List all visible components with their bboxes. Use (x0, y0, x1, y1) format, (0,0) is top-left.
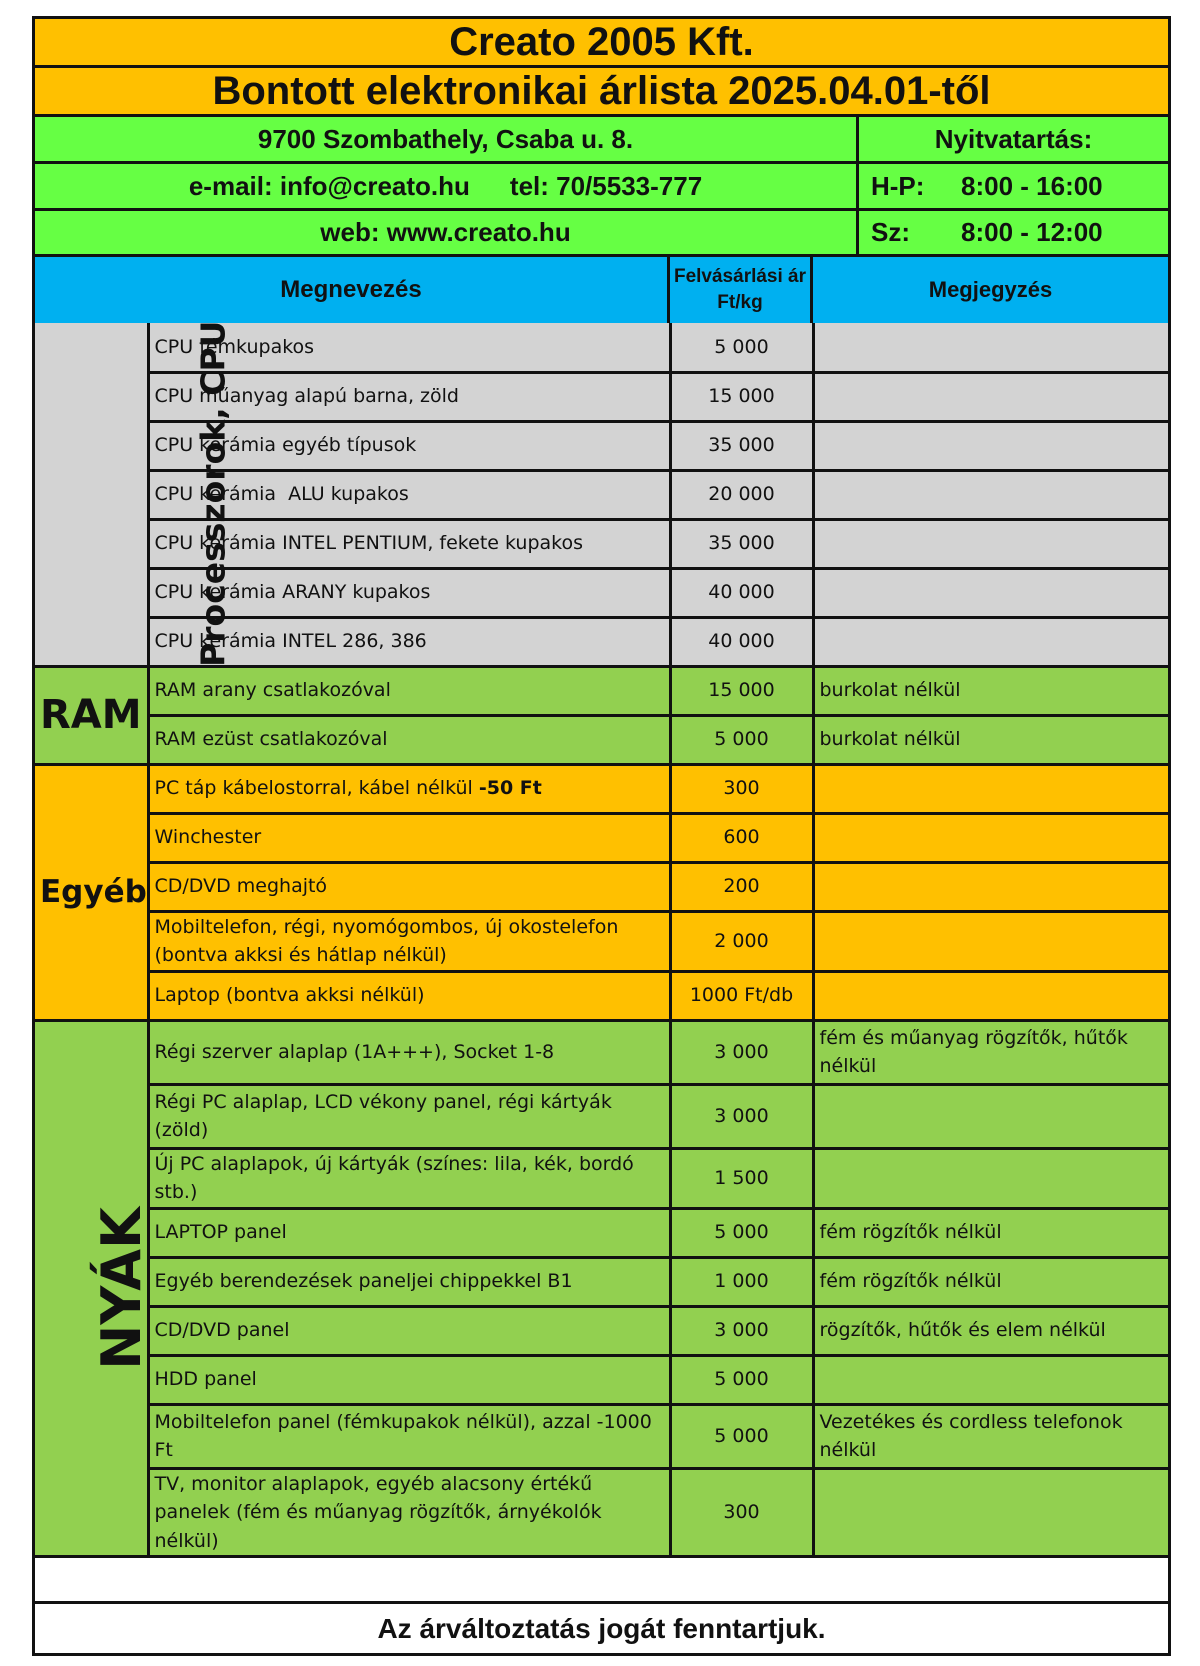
hours-day-label: Sz: (871, 217, 910, 247)
table-row (35, 1257, 1168, 1306)
info-row-web (35, 211, 1168, 257)
item-price: 5 000 (670, 1355, 813, 1404)
category-nyak (35, 1020, 153, 1557)
item-name: HDD panel (148, 1355, 670, 1404)
item-price: 40 000 (670, 617, 813, 666)
table-row (35, 666, 1168, 715)
price-table (35, 320, 1168, 1558)
item-name: CPU kerámia ARANY kupakos (148, 568, 670, 617)
item-name: CPU kerámia ALU kupakos (148, 470, 670, 519)
price-list-sheet (32, 16, 1171, 1656)
email-text: e-mail: info@creato.hu (188, 170, 470, 201)
document-title (35, 68, 1168, 117)
category-cpu (35, 320, 233, 667)
item-note (813, 470, 1168, 519)
item-name: LAPTOP panel (148, 1208, 670, 1257)
item-note (813, 421, 1168, 470)
column-header-note: Megjegyzés (928, 277, 1053, 302)
item-note (813, 1355, 1168, 1404)
item-price: 35 000 (670, 421, 813, 470)
item-price: 300 (670, 1468, 813, 1557)
item-note: rögzítők, hűtők és elem nélkül (813, 1306, 1168, 1355)
column-header-name: Megnevezés (35, 257, 670, 323)
item-price: 15 000 (670, 372, 813, 421)
item-price: 5 000 (670, 715, 813, 764)
item-name: RAM ezüst csatlakozóval (148, 715, 670, 764)
item-name: CD/DVD meghajtó (148, 862, 670, 911)
table-row (35, 1020, 1168, 1084)
column-header-row (35, 257, 1168, 323)
table-row (35, 1306, 1168, 1355)
category-ram: RAM (35, 666, 148, 764)
column-header-price (670, 257, 813, 323)
item-price: 20 000 (670, 470, 813, 519)
price-list-subtitle: Bontott elektronikai árlista 2025.04.01-től (212, 68, 991, 113)
info-row-address (35, 117, 1168, 164)
item-name: Egyéb berendezések paneljei chippekkel B1 (148, 1257, 670, 1306)
item-price: 1 500 (670, 1148, 813, 1208)
item-price: 5 000 (670, 1208, 813, 1257)
item-name: CPU műanyag alapú barna, zöld (148, 372, 670, 421)
item-note: fém rögzítők nélkül (813, 1208, 1168, 1257)
item-note (813, 568, 1168, 617)
table-row (35, 971, 1168, 1020)
item-name: Mobiltelefon, régi, nyomógombos, új okostelefon (bontva akksi és hátlap nélkül) (148, 911, 670, 971)
item-name: RAM arany csatlakozóval (148, 666, 670, 715)
item-name-text: PC táp kábelostorral, kábel nélkül (154, 777, 479, 800)
item-name: CPU fémkupakos (148, 323, 670, 372)
item-price: 35 000 (670, 519, 813, 568)
item-note (813, 372, 1168, 421)
table-row (35, 862, 1168, 911)
item-name (148, 764, 670, 813)
item-price: 1000 Ft/db (670, 971, 813, 1020)
hours-time: 8:00 - 16:00 (961, 170, 1103, 201)
item-note (813, 971, 1168, 1020)
item-price: 5 000 (670, 323, 813, 372)
item-name: Régi szerver alaplap (1A+++), Socket 1-8 (148, 1020, 670, 1084)
item-note (813, 911, 1168, 971)
table-row (35, 1084, 1168, 1148)
company-title (35, 19, 1168, 68)
item-note: Vezetékes és cordless telefonok nélkül (813, 1404, 1168, 1468)
category-label: Processzorok, CPU (193, 320, 233, 667)
address-text: 9700 Szombathely, Csaba u. 8. (35, 117, 859, 161)
item-price: 40 000 (670, 568, 813, 617)
item-note (813, 862, 1168, 911)
item-name: TV, monitor alaplapok, egyéb alacsony értékű panelek (fém és műanyag rögzítők, árnyékolók nélkül) (148, 1468, 670, 1557)
item-note (813, 519, 1168, 568)
table-row (35, 715, 1168, 764)
item-name: Mobiltelefon panel (fémkupakok nélkül), azzal -1000 Ft (148, 1404, 670, 1468)
item-price: 5 000 (670, 1404, 813, 1468)
company-name: Creato 2005 Kft. (449, 19, 754, 64)
item-note (813, 1148, 1168, 1208)
item-note: fém és műanyag rögzítők, hűtők nélkül (813, 1020, 1168, 1084)
table-row (35, 1355, 1168, 1404)
table-row (35, 323, 1168, 372)
item-price: 3 000 (670, 1020, 813, 1084)
item-note (813, 1468, 1168, 1557)
table-row (35, 1468, 1168, 1557)
item-price: 200 (670, 862, 813, 911)
item-price: 1 000 (670, 1257, 813, 1306)
item-note (813, 764, 1168, 813)
item-price: 300 (670, 764, 813, 813)
item-name: CPU kerámia INTEL 286, 386 (148, 617, 670, 666)
price-header-line1: Felvásárlási ár (673, 266, 807, 288)
footer-disclaimer: Az árváltoztatás jogát fenntartjuk. (35, 1601, 1168, 1653)
item-note (813, 813, 1168, 862)
category-label: NYÁK (89, 1206, 153, 1370)
category-egyeb: Egyéb (35, 764, 148, 1020)
price-header-line2: Ft/kg (717, 292, 763, 313)
hours-day-label: H-P: (871, 170, 925, 201)
item-note: burkolat nélkül (813, 715, 1168, 764)
item-name: CPU kerámia egyéb típusok (148, 421, 670, 470)
hours-title: Nyitvatartás: (934, 123, 1093, 154)
table-row (35, 813, 1168, 862)
contact-block (35, 164, 859, 208)
hours-time: 8:00 - 12:00 (961, 217, 1103, 247)
table-row (35, 764, 1168, 813)
item-name: Régi PC alaplap, LCD vékony panel, régi kártyák (zöld) (148, 1084, 670, 1148)
item-note (813, 617, 1168, 666)
item-note: fém rögzítők nélkül (813, 1257, 1168, 1306)
item-name: Winchester (148, 813, 670, 862)
phone-text: tel: 70/5533-777 (509, 170, 703, 201)
hours-saturday (859, 211, 1168, 254)
item-price: 15 000 (670, 666, 813, 715)
item-name: Új PC alaplapok, új kártyák (színes: lila, kék, bordó stb.) (148, 1148, 670, 1208)
table-row (35, 911, 1168, 971)
item-name-deduction: -50 Ft (478, 777, 542, 800)
web-text: web: www.creato.hu (35, 211, 859, 254)
item-price: 3 000 (670, 1084, 813, 1148)
item-name: CD/DVD panel (148, 1306, 670, 1355)
item-name: CPU kerámia INTEL PENTIUM, fekete kupakos (148, 519, 670, 568)
item-price: 2 000 (670, 911, 813, 971)
table-row (35, 1208, 1168, 1257)
item-note: burkolat nélkül (813, 666, 1168, 715)
item-name: Laptop (bontva akksi nélkül) (148, 971, 670, 1020)
info-row-contact (35, 164, 1168, 211)
table-row (35, 1148, 1168, 1208)
item-price: 600 (670, 813, 813, 862)
hours-weekday (859, 164, 1168, 208)
item-price: 3 000 (670, 1306, 813, 1355)
table-row (35, 1404, 1168, 1468)
item-note (813, 323, 1168, 372)
item-note (813, 1084, 1168, 1148)
